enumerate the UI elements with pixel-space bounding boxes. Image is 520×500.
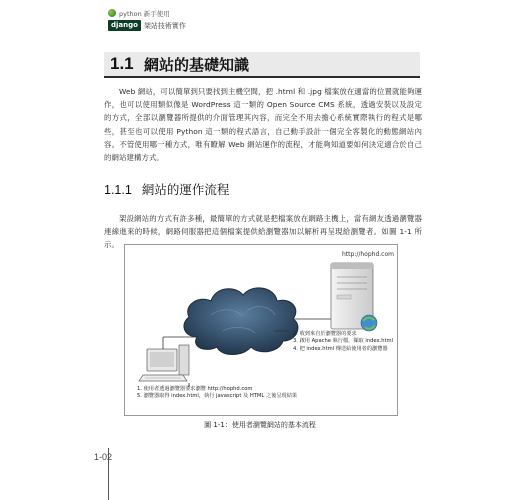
header-series xyxy=(108,8,186,18)
section-heading xyxy=(104,52,420,78)
server-steps xyxy=(293,331,393,353)
subsection-number: 1.1.1 xyxy=(104,183,132,197)
internet-cloud-icon xyxy=(184,288,298,355)
subsection-heading xyxy=(104,180,229,198)
figure-1-1 xyxy=(124,244,398,416)
page-number: 1-02 xyxy=(94,452,113,462)
server-step: 3. 啟用 Apache 執行檔，擷取 index.html xyxy=(293,338,394,345)
django-badge: django xyxy=(108,20,141,31)
server-url: http://hophd.com xyxy=(342,251,394,258)
server-step: 2. 收到來自於瀏覽器的要求 xyxy=(293,331,357,337)
client-computer-icon xyxy=(139,345,189,381)
client-steps xyxy=(137,386,297,401)
client-step: 5. 瀏覽器取得 index.html，執行 javascript 及 HTML 之後呈現結果 xyxy=(137,393,298,400)
header-series-text: python 新手使用 xyxy=(119,9,170,18)
intro-paragraph: Web 網站，可以簡單到只要找到主機空間，把 .html 和 .jpg 檔案放在適當的位置就能夠運作，也可以使用類似像是 WordPress 這一類的 Open Source CMS 系統，透過安裝以及設定的方式，全部以瀏覽器所提供的介面管理其內容，而完全不用去擔心系統實際執行的程式是哪些，甚至也可以使用 Python 這一類的程式語言，自己動手設計一個完全客製化的動態網站內容。不管使用哪一種方式，唯有瞭解 Web 網站運作的流程，才能夠知道要如何決定適合於自己的網站建構方式。 xyxy=(104,87,422,163)
header-subtitle: 架站技術實作 xyxy=(143,21,186,30)
globe-icon xyxy=(361,315,377,331)
header-book-title xyxy=(108,20,186,31)
client-step: 1. 使用者透過瀏覽器要求瀏覽 http://hophd.com xyxy=(137,386,253,392)
subsection-title: 網站的運作流程 xyxy=(141,182,230,197)
figure-caption: 圖 1-1：使用者瀏覽網站的基本流程 xyxy=(204,421,316,429)
server-step: 4. 把 index.html 傳送給使用者的瀏覽器 xyxy=(293,345,388,352)
flow-paragraph: 架設網站的方式有許多種，最簡單的方式就是把檔案放在網路主機上，當有網友透過瀏覽器連線進來的時候，網路伺服器把這個檔案提供給瀏覽器加以解析再呈現給瀏覽者。如圖 1-1 所示。 xyxy=(104,214,422,250)
running-header xyxy=(108,8,186,31)
python-logo-icon xyxy=(108,9,116,17)
section-title: 網站的基礎知識 xyxy=(144,55,250,74)
section-number: 1.1 xyxy=(110,54,134,73)
